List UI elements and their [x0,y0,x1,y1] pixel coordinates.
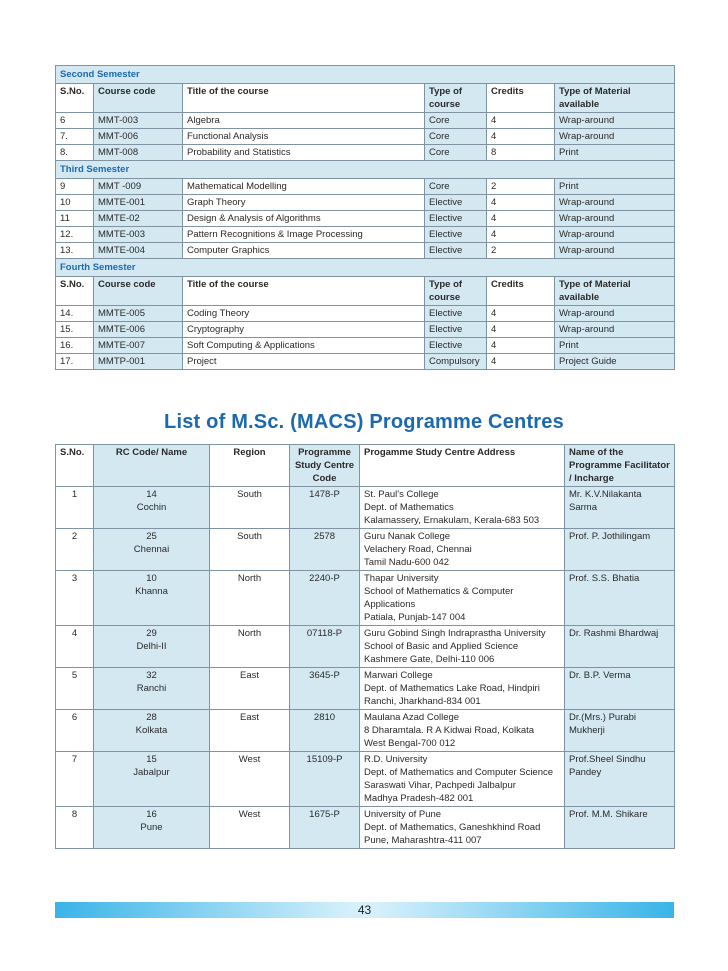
course-cell: MMTE-006 [94,322,183,338]
centre-row [56,710,675,752]
centre-incharge: Prof.Sheel Sindhu Pandey [565,752,675,807]
centre-sno: 4 [56,626,94,668]
course-header-cell: Credits [487,277,555,306]
course-header-row [56,277,675,306]
semester-heading-row [56,66,675,84]
course-cell: 4 [487,211,555,227]
centre-region: North [210,571,290,626]
centre-address [360,807,565,849]
course-cell: Wrap-around [555,227,675,243]
course-row [56,195,675,211]
course-header-cell: Type of Material available [555,84,675,113]
centre-sno: 1 [56,487,94,529]
address-line: Pune, Maharashtra-411 007 [364,835,482,846]
centre-row [56,752,675,807]
course-header-cell: S.No. [56,84,94,113]
course-cell: Elective [425,338,487,354]
address-line: Maulana Azad College [364,712,460,723]
course-cell: Print [555,179,675,195]
course-header-cell: Type of course [425,84,487,113]
course-table [55,65,675,370]
rc-name: Jabalpur [133,767,170,778]
address-line: School of Mathematics & Computer Applications [364,586,514,610]
address-line: Madhya Pradesh-482 001 [364,793,474,804]
course-header-row [56,84,675,113]
course-cell: Core [425,113,487,129]
centres-header-cell: Name of the Programme Facilitator / Incharge [565,445,675,487]
centres-table [55,444,675,849]
address-line: Tamil Nadu-600 042 [364,557,450,568]
course-cell: 4 [487,306,555,322]
centre-incharge: Dr.(Mrs.) Purabi Mukherji [565,710,675,752]
course-cell: MMT-006 [94,129,183,145]
course-cell: MMTE-003 [94,227,183,243]
course-cell: Pattern Recognitions & Image Processing [183,227,425,243]
centre-sno: 3 [56,571,94,626]
centre-incharge: Prof. M.M. Shikare [565,807,675,849]
centre-rc [94,807,210,849]
course-cell: Project [183,354,425,370]
course-cell: Elective [425,243,487,259]
centre-region: West [210,807,290,849]
course-cell: Coding Theory [183,306,425,322]
course-cell: Print [555,338,675,354]
semester-heading: Fourth Semester [56,259,675,277]
rc-name: Ranchi [136,683,167,694]
centre-address [360,626,565,668]
course-cell: Probability and Statistics [183,145,425,161]
course-cell: 4 [487,113,555,129]
centre-region: East [210,668,290,710]
course-cell: 4 [487,195,555,211]
course-row [56,306,675,322]
course-cell: 17. [56,354,94,370]
centre-address [360,571,565,626]
address-line: School of Basic and Applied Science [364,641,519,652]
course-cell: 13. [56,243,94,259]
course-cell: Elective [425,211,487,227]
centre-code: 1675-P [290,807,360,849]
centre-sno: 6 [56,710,94,752]
centre-rc [94,571,210,626]
course-cell: MMT -009 [94,179,183,195]
centre-address [360,529,565,571]
course-cell: 9 [56,179,94,195]
rc-code: 29 [146,628,157,639]
page-number: 43 [357,903,372,917]
rc-name: Khanna [135,586,168,597]
address-line: Ranchi, Jharkhand-834 001 [364,696,481,707]
centre-rc [94,487,210,529]
rc-code: 16 [146,809,157,820]
centre-region: North [210,626,290,668]
address-line: Guru Nanak College [364,531,451,542]
course-cell: Wrap-around [555,306,675,322]
centre-code: 2240-P [290,571,360,626]
course-cell: 4 [487,338,555,354]
course-cell: Soft Computing & Applications [183,338,425,354]
centre-region: East [210,710,290,752]
address-line: 8 Dharamtala. R A Kidwai Road, Kolkata [364,725,535,736]
address-line: St. Paul's College [364,489,439,500]
centre-sno: 2 [56,529,94,571]
centre-incharge: Dr. Rashmi Bhardwaj [565,626,675,668]
course-cell: MMT-008 [94,145,183,161]
course-cell: 16. [56,338,94,354]
rc-name: Cochin [136,502,167,513]
address-line: Kashmere Gate, Delhi-110 006 [364,654,495,665]
course-cell: Functional Analysis [183,129,425,145]
centre-region: West [210,752,290,807]
rc-code: 14 [146,489,157,500]
centres-header-row [56,445,675,487]
course-cell: MMTE-005 [94,306,183,322]
course-cell: Cryptography [183,322,425,338]
rc-name: Chennai [133,544,170,555]
centres-header-cell: Programme Study Centre Code [290,445,360,487]
course-cell: Elective [425,195,487,211]
course-cell: Algebra [183,113,425,129]
course-cell: 8 [487,145,555,161]
centres-title: List of M.Sc. (MACS) Programme Centres [164,411,564,433]
rc-code: 15 [146,754,157,765]
address-line: West Bengal-700 012 [364,738,456,749]
course-header-cell: Credits [487,84,555,113]
centre-row [56,668,675,710]
centre-code: 15109-P [290,752,360,807]
course-cell: 14. [56,306,94,322]
centre-code: 3645-P [290,668,360,710]
course-header-cell: Type of course [425,277,487,306]
course-row [56,113,675,129]
centre-row [56,807,675,849]
course-cell: 4 [487,354,555,370]
address-line: Dept. of Mathematics and Computer Science [364,767,554,778]
course-cell: 6 [56,113,94,129]
page-footer-bar [55,902,674,918]
course-cell: MMTE-02 [94,211,183,227]
address-line: Saraswati Vihar, Pachpedi Jalbalpur [364,780,516,791]
rc-name: Pune [140,822,163,833]
course-cell: 11 [56,211,94,227]
course-header-cell: Course code [94,277,183,306]
course-cell: MMTP-001 [94,354,183,370]
centre-row [56,529,675,571]
course-header-cell: S.No. [56,277,94,306]
address-line: Patiala, Punjab-147 004 [364,612,466,623]
address-line: Thapar University [364,573,439,584]
centre-rc [94,752,210,807]
course-cell: 7. [56,129,94,145]
address-line: Dept. of Mathematics Lake Road, Hindpiri [364,683,540,694]
centres-header-cell: Region [210,445,290,487]
course-cell: MMT-003 [94,113,183,129]
centre-code: 07118-P [290,626,360,668]
centre-incharge: Dr. B.P. Verma [565,668,675,710]
address-line: Kalamassery, Ernakulam, Kerala-683 503 [364,515,540,526]
address-line: University of Pune [364,809,442,820]
rc-code: 32 [146,670,157,681]
course-row [56,243,675,259]
course-cell: 15. [56,322,94,338]
centre-incharge: Mr. K.V.Nilakanta Sarma [565,487,675,529]
centre-code: 2578 [290,529,360,571]
course-cell: Core [425,179,487,195]
course-cell: Wrap-around [555,129,675,145]
course-cell: Wrap-around [555,113,675,129]
course-row [56,211,675,227]
centres-header-cell: Progamme Study Centre Address [360,445,565,487]
semester-heading: Second Semester [56,66,675,84]
centre-rc [94,529,210,571]
course-cell: MMTE-004 [94,243,183,259]
rc-name: Delhi-II [136,641,167,652]
address-line: Guru Gobind Singh Indraprastha University [364,628,546,639]
course-cell: Print [555,145,675,161]
course-cell: 12. [56,227,94,243]
course-row [56,338,675,354]
course-cell: 4 [487,129,555,145]
course-cell: MMTE-001 [94,195,183,211]
centre-code: 1478-P [290,487,360,529]
course-cell: Compulsory [425,354,487,370]
centre-address [360,668,565,710]
course-cell: 2 [487,243,555,259]
course-cell: Core [425,145,487,161]
course-row [56,227,675,243]
rc-code: 25 [146,531,157,542]
course-header-cell: Course code [94,84,183,113]
course-cell: Elective [425,227,487,243]
course-cell: Wrap-around [555,211,675,227]
centre-rc [94,668,210,710]
rc-name: Kolkata [135,725,168,736]
course-cell: Elective [425,322,487,338]
course-cell: 4 [487,322,555,338]
centres-header-cell: S.No. [56,445,94,487]
centre-sno: 8 [56,807,94,849]
course-cell: Core [425,129,487,145]
centre-code: 2810 [290,710,360,752]
centre-row [56,626,675,668]
course-cell: Wrap-around [555,243,675,259]
course-cell: Graph Theory [183,195,425,211]
semester-heading-row [56,259,675,277]
rc-code: 10 [146,573,157,584]
course-row [56,179,675,195]
course-cell: 10 [56,195,94,211]
course-cell: Elective [425,306,487,322]
centre-region: South [210,487,290,529]
address-line: Dept. of Mathematics, Ganeshkhind Road [364,822,541,833]
course-cell: Computer Graphics [183,243,425,259]
centre-address [360,752,565,807]
address-line: Velachery Road, Chennai [364,544,472,555]
centre-incharge: Prof. S.S. Bhatia [565,571,675,626]
course-cell: Design & Analysis of Algorithms [183,211,425,227]
course-row [56,322,675,338]
course-row [56,129,675,145]
address-line: R.D. University [364,754,428,765]
centre-rc [94,626,210,668]
course-cell: 2 [487,179,555,195]
course-cell: Wrap-around [555,322,675,338]
centre-address [360,710,565,752]
centre-incharge: Prof. P. Jothilingam [565,529,675,571]
course-header-cell: Title of the course [183,277,425,306]
centre-rc [94,710,210,752]
centre-row [56,571,675,626]
course-cell: Wrap-around [555,195,675,211]
address-line: Dept. of Mathematics [364,502,454,513]
course-header-cell: Title of the course [183,84,425,113]
course-cell: Project Guide [555,354,675,370]
course-header-cell: Type of Material available [555,277,675,306]
course-row [56,145,675,161]
centre-region: South [210,529,290,571]
centre-sno: 5 [56,668,94,710]
course-cell: Mathematical Modelling [183,179,425,195]
centre-row [56,487,675,529]
course-cell: MMTE-007 [94,338,183,354]
course-row [56,354,675,370]
address-line: Marwari College [364,670,433,681]
semester-heading: Third Semester [56,161,675,179]
centres-header-cell: RC Code/ Name [94,445,210,487]
rc-code: 28 [146,712,157,723]
course-cell: 8. [56,145,94,161]
centre-sno: 7 [56,752,94,807]
semester-heading-row [56,161,675,179]
centre-address [360,487,565,529]
course-cell: 4 [487,227,555,243]
